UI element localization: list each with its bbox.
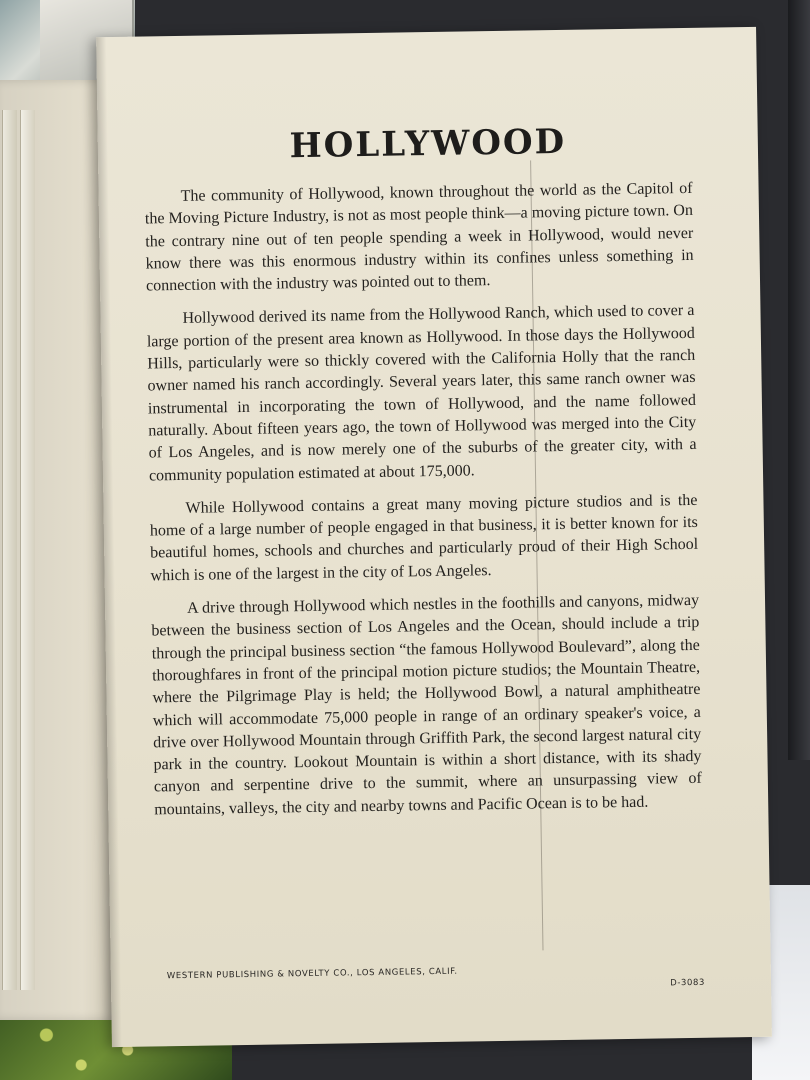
publisher-imprint: WESTERN PUBLISHING & NOVELTY CO., LOS ANGELES, CALIF.: [166, 966, 458, 982]
page-body: [144, 178, 702, 833]
paragraph: The community of Hollywood, known throughout the world as the Capitol of the Moving Picture Industry, is not as most people think—a moving picture town. On the contrary nine out of ten people spending a week in Hollywood, would never know there was this enormous industry within its confines unless something in connection with the industry was pointed out to them.: [144, 179, 694, 295]
folded-card-edge: [20, 110, 35, 990]
background-dark-edge: [788, 0, 810, 760]
page-title: HOLLYWOOD: [289, 121, 567, 167]
paragraph: Hollywood derived its name from the Hollywood Ranch, which used to cover a large portion of the present area known as Hollywood. In those days the Hollywood Hills, particularly were so thickly covered with the California Holly that the ranch owner named his ranch accordingly. Several years later, this same ranch owner was instrumental in incorporating the town of Hollywood, and the name followed naturally. About fifteen years ago, the town of Hollywood was merged into the City of Los Angeles, and is now merely one of the suburbs of the greater city, with a community population estimated at about 175,000.: [146, 302, 697, 485]
paragraph: A drive through Hollywood which nestles in the foothills and canyons, midway between the business section of Los Angeles and the Ocean, should include a trip through the principal business section “the famous Hollywood Boulevard”, along the thoroughfares in front of the principal motion picture studios; the Mountain Theatre, where the Pilgrimage Play is held; the Hollywood Bowl, a natural amphitheatre which will accommodate 75,000 people in range of an ordinary speaker's voice, a drive over Hollywood Mountain through Griffith Park, the second largest natural city park in the country. Lookout Mountain is within a short distance, with its shady canyon and serpentine drive to the summit, where an unsurpassing view of mountains, valleys, the city and nearby towns and Pacific Ocean is to be had.: [151, 591, 702, 819]
paragraph: While Hollywood contains a great many moving picture studios and is the home of a large number of people engaged in that business, it is better known for its beautiful homes, schools and churches and particularly proud of their High School which is one of the largest in the city of Los Angeles.: [149, 491, 699, 585]
catalog-number: D-3083: [670, 977, 706, 989]
booklet-page: [96, 27, 772, 1047]
folded-card-edge: [2, 110, 17, 990]
